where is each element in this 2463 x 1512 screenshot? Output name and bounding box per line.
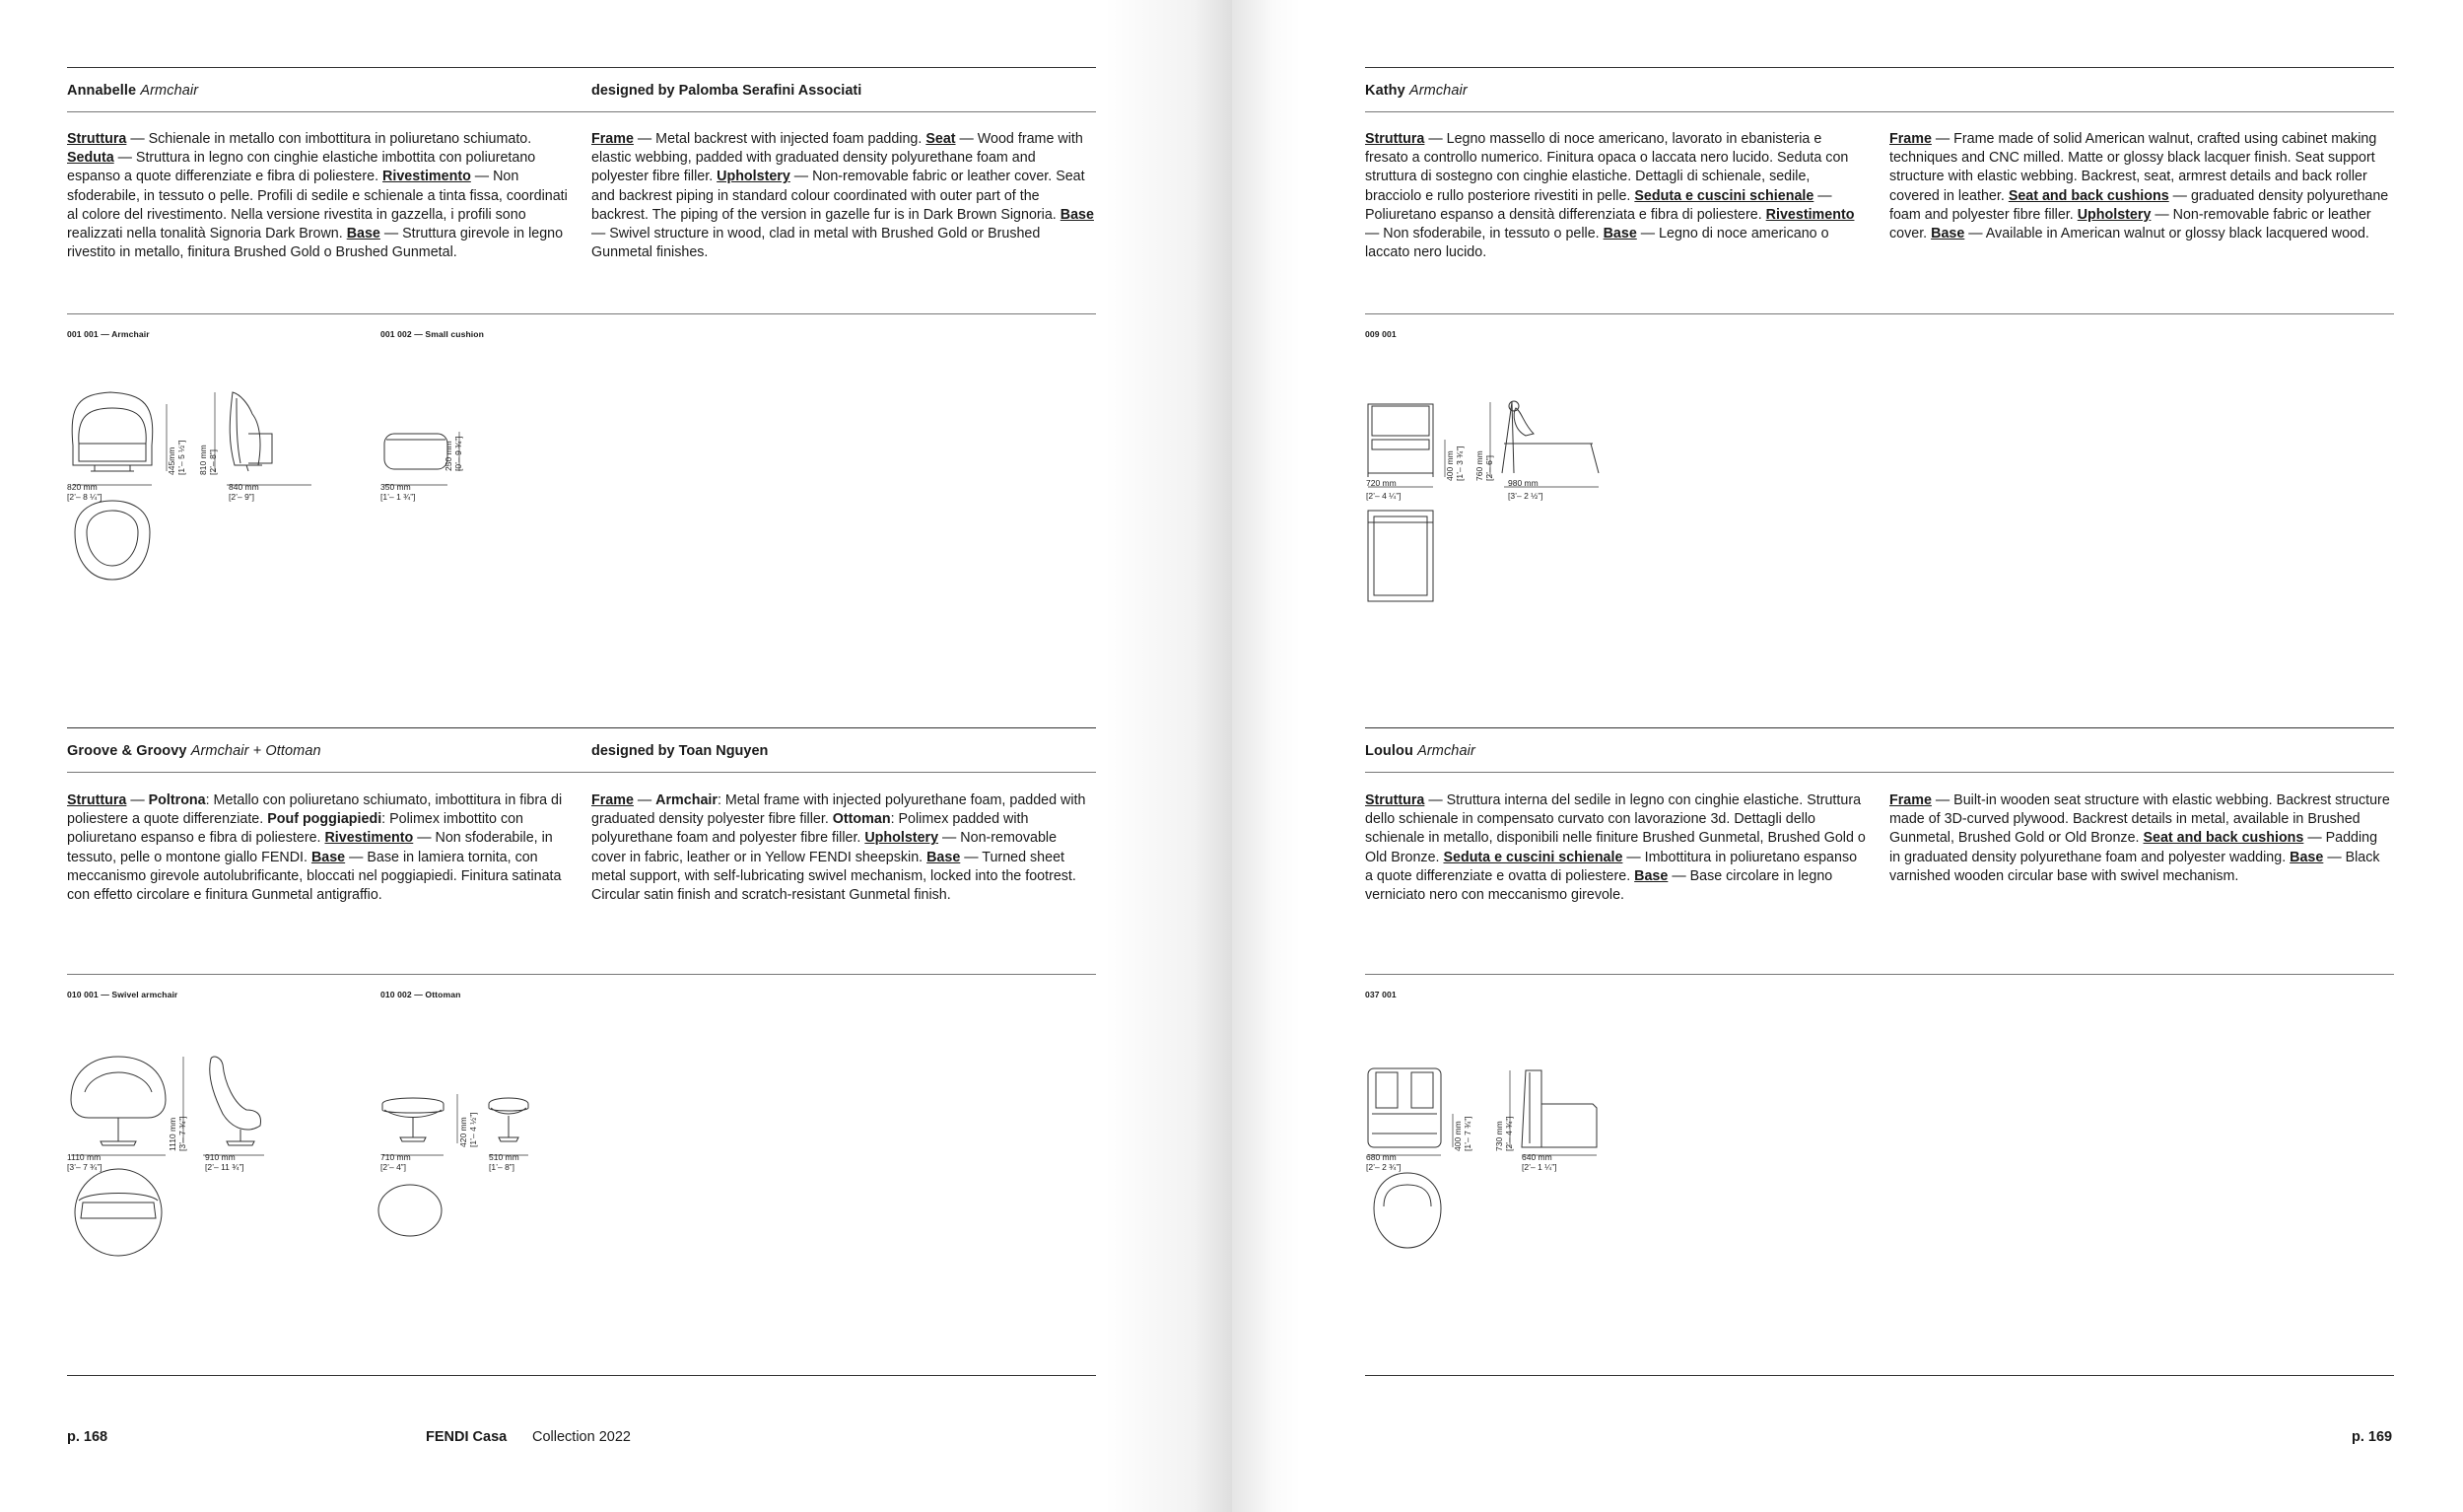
description-it	[67, 791, 570, 905]
spec-label: Seat and back cushions	[2143, 830, 2304, 847]
spec-text: — Struttura girevole in legno rivestito in metallo, finitura Brushed Gold o Brushed Gunmetal.	[67, 226, 564, 261]
divider	[67, 313, 1096, 314]
kathy-front-view	[1368, 404, 1433, 477]
dimension-label: [3’– 2 ½”]	[1508, 491, 1543, 501]
product-code: 010 001 — Swivel armchair	[67, 990, 178, 999]
spec-label: Base	[1634, 867, 1669, 884]
product-title: Kathy Armchair	[1365, 83, 1468, 99]
collection-label: Collection 2022	[532, 1429, 631, 1445]
divider	[67, 111, 1096, 112]
dimension-label: 760 mm	[1474, 450, 1484, 481]
brand-name: FENDI Casa	[426, 1429, 508, 1445]
spec-sublabel: Armchair	[655, 792, 718, 808]
divider	[1365, 67, 2394, 68]
spec-text: — Poliuretano espanso a densità differenziata e fibra di poliestere.	[1365, 187, 1832, 223]
designer-credit: designed by Palomba Serafini Associati	[591, 83, 862, 99]
dimension-label: [3’– 7 ¾”]	[67, 1162, 103, 1172]
spec-text: — Available in American walnut or glossy black lacquered wood.	[1964, 226, 2369, 242]
dimension-label: [1’– 7 ¾”]	[1463, 1116, 1472, 1151]
spec-sublabel: Ottoman	[832, 811, 891, 828]
divider	[67, 727, 1096, 728]
spec-label: Base	[1060, 206, 1094, 223]
spec-text: — Schienale in metallo con imbottitura in poliuretano schiumato.	[126, 131, 532, 147]
spec-text: — Imbottitura in poliuretano espanso a quote differenziate e ovatta di poliestere.	[1365, 849, 1858, 884]
groove-technical-drawing	[65, 1045, 578, 1281]
spec-text: —	[633, 792, 656, 808]
spec-label: Frame	[591, 131, 634, 147]
dimension-label: 820 mm	[67, 482, 98, 492]
divider	[67, 974, 1096, 975]
spec-label: Upholstery	[864, 830, 939, 847]
description-it	[1365, 130, 1868, 262]
divider	[1365, 974, 2394, 975]
designer-credit: designed by Toan Nguyen	[591, 743, 769, 759]
divider	[67, 67, 1096, 68]
dimension-label: 400 mm	[1445, 450, 1455, 481]
spec-text: — Struttura interna del sedile in legno con cinghie elastiche. Struttura dello schienale in compensato curvato con lavorazione 3d. Dettagli dello schienale in metallo, disponibili nelle finiture Brushed Gunmetal, Brushed Gold o Old Bronze.	[1365, 792, 1866, 865]
divider	[67, 1375, 1096, 1376]
dimension-label: 420 mm	[458, 1117, 468, 1147]
spec-label: Seduta e cuscini schienale	[1634, 187, 1814, 204]
dimension-label: 910 mm	[205, 1152, 236, 1162]
product-code: 037 001	[1365, 990, 1397, 999]
spec-text: — Padding in graduated density polyurethane foam and polyester wadding.	[1889, 830, 2378, 865]
product-code: 001 002 — Small cushion	[380, 329, 484, 339]
small-cushion-front-view	[384, 434, 447, 469]
spec-sublabel: Pouf poggiapiedi	[267, 811, 382, 828]
loulou-front-view	[1368, 1068, 1441, 1147]
spec-text: — Non sfoderabile, in tessuto o pelle.	[1365, 226, 1604, 242]
dimension-label: [1’– 4 ½”]	[468, 1112, 478, 1147]
dimension-label: [2’– 4”]	[380, 1162, 406, 1172]
spec-label: Frame	[1889, 131, 1932, 147]
dimension-label: [2’– 9”]	[229, 492, 254, 502]
spec-text: — Non-removable fabric or leather cover.	[1889, 206, 2371, 242]
dimension-label: 350 mm	[380, 482, 411, 492]
product-code: 010 002 — Ottoman	[380, 990, 461, 999]
spec-label: Upholstery	[2077, 206, 2152, 223]
spec-label: Struttura	[1365, 792, 1425, 808]
dimension-label: [2’– 4 ¾”]	[1504, 1116, 1514, 1151]
annabelle-side-view	[230, 392, 272, 471]
annabelle-top-view	[75, 501, 150, 580]
description-en	[1889, 791, 2392, 886]
dimension-label: [1’– 8”]	[489, 1162, 514, 1172]
dimension-label: [2’– 2 ¾”]	[1366, 1162, 1402, 1172]
description-en	[1889, 130, 2392, 243]
description-it	[1365, 791, 1868, 905]
loulou-side-view	[1522, 1070, 1597, 1147]
product-code: 009 001	[1365, 329, 1397, 339]
spec-text: — Black varnished wooden circular base with swivel mechanism.	[1889, 849, 2380, 884]
kathy-side-view	[1502, 401, 1599, 473]
spec-text: — Turned sheet metal support, with self-lubricating swivel mechanism, locked into the footrest. Circular satin finish and scratch-resistant Gunmetal finish.	[591, 849, 1076, 904]
gutter-shadow	[1104, 0, 1232, 1512]
dimension-label: [2’– 6”]	[1484, 455, 1494, 481]
spec-text: — Frame made of solid American walnut, crafted using cabinet making techniques and CNC milled. Matte or glossy black lacquer finish. Seat support structure with elastic webbing. Backrest, seat, armrest details and back roller covered in leather.	[1889, 131, 2377, 204]
page-number: p. 168	[67, 1429, 108, 1445]
spec-text: : Polimex imbottito con poliuretano espanso e fibra di poliestere.	[67, 811, 523, 847]
spec-text: — Non-removable fabric or leather cover. Seat and backrest piping in standard colour coordinated with outer part of the backrest. The piping of the version in gazelle fur is in Dark Brown Signoria.	[591, 169, 1085, 223]
annabelle-front-view	[72, 392, 153, 471]
spec-text: — Struttura in legno con cinghie elastiche imbottita con poliuretano espanso a quote differenziate e fibra di poliestere.	[67, 150, 536, 185]
spec-label: Rivestimento	[1765, 206, 1855, 223]
dimension-label: [3’– 7 ¾”]	[177, 1116, 187, 1151]
spec-label: Struttura	[67, 131, 127, 147]
gutter-shadow	[1232, 0, 1301, 1512]
spec-label: Rivestimento	[324, 830, 414, 847]
dimension-label: 445mm	[167, 447, 176, 475]
kathy-top-view	[1368, 511, 1433, 601]
spec-text: — Non-removable cover in fabric, leather or in Yellow FENDI sheepskin.	[591, 830, 1058, 865]
page-number: p. 169	[2352, 1429, 2393, 1445]
spec-label: Base	[2290, 849, 2324, 865]
spec-text: : Metal frame with injected polyurethane foam, padded with graduated density polyester fibre filler.	[591, 792, 1086, 828]
dimension-label: [2’– 8”]	[208, 449, 218, 475]
spec-text: — graduated density polyurethane foam and polyester fibre filler.	[1889, 187, 2389, 223]
dimension-label: [1’– 1 ¾”]	[380, 492, 416, 502]
spec-text: — Base in lamiera tornita, con meccanismo girevole autolubrificante, bloccati nel poggiapiedi. Finitura satinata con effetto circolare e finitura Gunmetal antigraffio.	[67, 849, 562, 904]
loulou-top-view	[1374, 1173, 1441, 1248]
spec-label: Base	[1931, 226, 1965, 242]
divider	[1365, 313, 2394, 314]
dimension-label: [1’– 3 ¾”]	[1455, 446, 1465, 481]
dimension-label: [0’– 9 ¾”]	[453, 436, 463, 471]
divider	[1365, 111, 2394, 112]
dimension-label: 980 mm	[1508, 478, 1539, 488]
spec-label: Seduta e cuscini schienale	[1443, 849, 1623, 865]
spec-sublabel: Poltrona	[148, 792, 206, 808]
spec-label: Seat	[925, 131, 956, 147]
dimension-label: [2’– 11 ¾”]	[205, 1162, 244, 1172]
dimension-label: 400 mm	[1453, 1121, 1463, 1151]
spec-label: Base	[1603, 226, 1637, 242]
spec-text: — Swivel structure in wood, clad in metal with Brushed Gold or Brushed Gunmetal finishes.	[591, 226, 1041, 261]
product-title: Loulou Armchair	[1365, 743, 1475, 759]
spec-label: Base	[926, 849, 961, 865]
groove-side-view	[210, 1057, 261, 1145]
product-title: Groove & Groovy Armchair + Ottoman	[67, 743, 321, 759]
spec-text: —	[126, 792, 149, 808]
dimension-label: 1110 mm	[168, 1117, 177, 1151]
kathy-technical-drawing	[1364, 394, 1620, 611]
dimension-label: 1110 mm	[67, 1152, 102, 1162]
spec-text: — Metal backrest with injected foam padding.	[633, 131, 926, 147]
dimension-label: 720 mm	[1366, 478, 1397, 488]
spec-label: Struttura	[1365, 131, 1425, 147]
spec-text: — Wood frame with elastic webbing, padded with graduated density polyurethane foam and polyester fibre filler.	[591, 131, 1083, 185]
divider	[1365, 772, 2394, 773]
dimension-label: [2’– 8 ¼”]	[67, 492, 103, 502]
ottoman-front-view	[382, 1098, 444, 1141]
spec-text: — Legno di noce americano o laccato nero lucido.	[1365, 226, 1829, 261]
product-title: Annabelle Armchair	[67, 83, 199, 99]
spec-label: Base	[346, 226, 380, 242]
spec-text: — Non sfoderabile, in tessuto, pelle o montone giallo FENDI.	[67, 830, 553, 865]
spec-label: Upholstery	[717, 169, 790, 185]
spec-label: Seduta	[67, 150, 114, 167]
divider	[1365, 1375, 2394, 1376]
divider	[1365, 727, 2394, 728]
spec-text: : Polimex padded with polyurethane foam and polyester fibre filler.	[591, 811, 1029, 847]
ottoman-top-view	[378, 1185, 442, 1236]
spec-text: — Legno massello di noce americano, lavorato in ebanisteria e fresato a controllo numerico. Finitura opaca o laccata nero lucido. Seduta con struttura di sostegno con cinghie elastiche. Dettagli di schienale, sedile, bracciolo e rullo posteriore rivestiti in pelle.	[1365, 131, 1849, 204]
loulou-technical-drawing	[1364, 1065, 1620, 1262]
spec-label: Rivestimento	[382, 169, 471, 185]
dimension-label: 810 mm	[198, 445, 208, 475]
spec-label: Seat and back cushions	[2008, 187, 2169, 204]
spec-label: Struttura	[67, 792, 127, 808]
dimension-label: 710 mm	[380, 1152, 411, 1162]
divider	[67, 772, 1096, 773]
dimension-label: 840 mm	[229, 482, 259, 492]
spec-text: : Metallo con poliuretano schiumato, imbottitura in fibra di poliestere a quote differenziate.	[67, 792, 563, 828]
dimension-label: [2’– 4 ¼”]	[1366, 491, 1402, 501]
annabelle-technical-drawing	[65, 384, 479, 621]
spec-label: Frame	[1889, 792, 1932, 808]
dimension-label: [1’– 5 ½”]	[176, 440, 186, 475]
dimension-label: 250 mm	[444, 441, 453, 471]
groove-front-view	[71, 1057, 166, 1145]
description-en	[591, 130, 1094, 262]
dimension-label: 730 mm	[1494, 1121, 1504, 1151]
spec-label: Base	[310, 849, 346, 865]
description-it	[67, 130, 570, 262]
spec-text: — Non sfoderabile, in tessuto o pelle. Profili di sedile e schienale a tinta fissa, coordinati al colore del rivestimento. Nella versione rivestita in gazzella, i profili sono realizzati nella tonalità Signoria Dark Brown.	[67, 169, 568, 242]
groove-top-view	[75, 1169, 162, 1256]
dimension-label: 640 mm	[1522, 1152, 1552, 1162]
ottoman-side-view	[489, 1098, 528, 1141]
dimension-label: [2’– 1 ¼”]	[1522, 1162, 1557, 1172]
description-en	[591, 791, 1094, 905]
spec-text: — Base circolare in legno verniciato nero con meccanismo girevole.	[1365, 867, 1833, 904]
spec-text: — Built-in wooden seat structure with elastic webbing. Backrest structure made of 3D-curved plywood. Backrest details in metal, available in Brushed Gunmetal, Brushed Gold or Old Bronze.	[1889, 792, 2390, 847]
dimension-label: 680 mm	[1366, 1152, 1397, 1162]
spec-label: Frame	[591, 792, 634, 808]
product-code: 001 001 — Armchair	[67, 329, 150, 339]
dimension-label: 510 mm	[489, 1152, 519, 1162]
